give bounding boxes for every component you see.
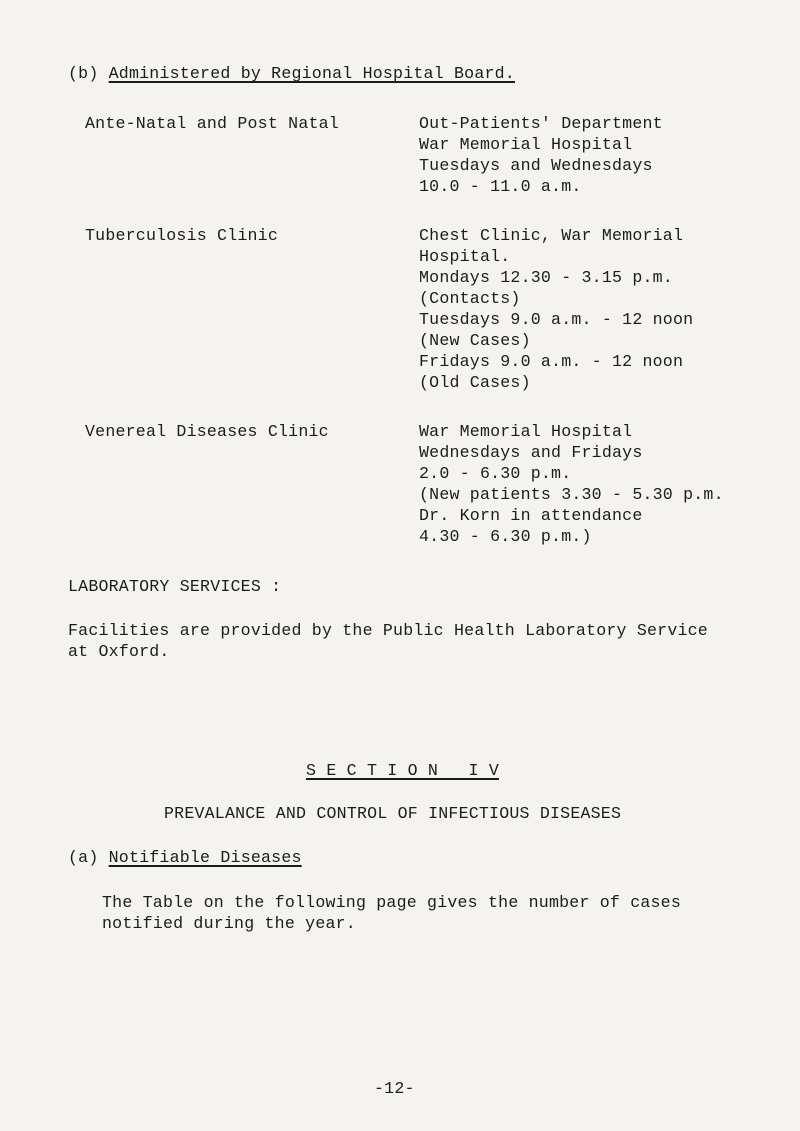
clinic-detail: (Contacts): [419, 289, 521, 308]
clinic-detail: Dr. Korn in attendance: [419, 506, 643, 525]
laboratory-text: at Oxford.: [68, 642, 170, 661]
clinic-detail: Tuesdays and Wednesdays: [419, 156, 653, 175]
section-iv-text: The Table on the following page gives the number of cases: [102, 893, 681, 912]
clinic-name-venereal: Venereal Diseases Clinic: [85, 422, 329, 441]
clinic-detail: 10.0 - 11.0 a.m.: [419, 177, 582, 196]
clinic-detail: Out-Patients' Department: [419, 114, 663, 133]
section-b-prefix: (b): [68, 64, 109, 83]
clinic-detail: (Old Cases): [419, 373, 531, 392]
clinic-detail: Tuesdays 9.0 a.m. - 12 noon: [419, 310, 694, 329]
section-iv-text: notified during the year.: [102, 914, 356, 933]
clinic-detail: Fridays 9.0 a.m. - 12 noon: [419, 352, 684, 371]
notifiable-prefix: (a): [68, 848, 109, 867]
clinic-detail: 4.30 - 6.30 p.m.): [419, 527, 592, 546]
section-iv-subtitle: PREVALANCE AND CONTROL OF INFECTIOUS DISEASES: [164, 804, 622, 823]
notifiable-title: Notifiable Diseases: [108, 848, 302, 867]
page-number: -12-: [374, 1079, 415, 1098]
clinic-detail: (New patients 3.30 - 5.30 p.m.: [419, 485, 724, 504]
notifiable-heading: [68, 848, 302, 868]
clinic-detail: Hospital.: [419, 247, 511, 266]
section-b-title: Administered by Regional Hospital Board.: [108, 64, 515, 83]
clinic-detail: War Memorial Hospital: [419, 135, 633, 154]
clinic-name-antenatal: Ante-Natal and Post Natal: [85, 114, 339, 133]
clinic-detail: (New Cases): [419, 331, 531, 350]
clinic-detail: Chest Clinic, War Memorial: [419, 226, 684, 245]
clinic-name-tuberculosis: Tuberculosis Clinic: [85, 226, 278, 245]
clinic-detail: War Memorial Hospital: [419, 422, 633, 441]
section-b-heading: [68, 64, 515, 84]
laboratory-text: Facilities are provided by the Public Health Laboratory Service: [68, 621, 708, 640]
clinic-detail: 2.0 - 6.30 p.m.: [419, 464, 572, 483]
clinic-detail: Wednesdays and Fridays: [419, 443, 643, 462]
clinic-detail: Mondays 12.30 - 3.15 p.m.: [419, 268, 673, 287]
section-iv-title: S E C T I O N I V: [306, 761, 499, 780]
laboratory-heading: LABORATORY SERVICES :: [68, 577, 282, 596]
